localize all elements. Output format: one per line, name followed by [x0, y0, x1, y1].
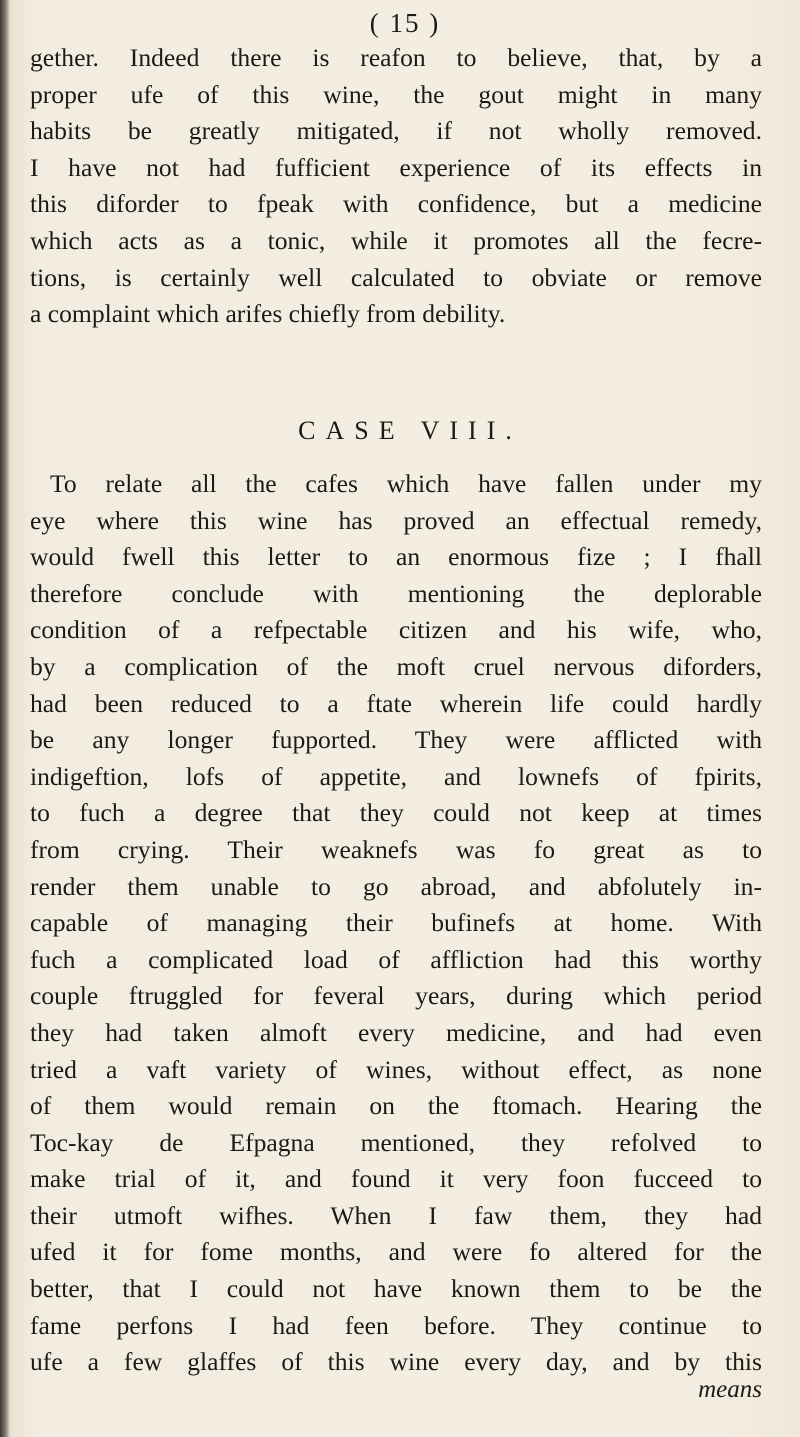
text-line: be any longer fupported. They were afflicted with	[30, 725, 762, 755]
text-line: Toc-kay de Efpagna mentioned, they refolved to	[30, 1127, 762, 1157]
catchword: means	[698, 1376, 762, 1403]
section-heading: CASE VIII.	[298, 416, 522, 445]
text-line: indigeftion, lofs of appetite, and lownefs of fpirits,	[30, 761, 762, 791]
text-line: habits be greatly mitigated, if not wholly removed.	[30, 116, 762, 146]
text-line: tried a vaft variety of wines, without effect, as none	[30, 1054, 762, 1084]
text-line: gether. Indeed there is reafon to believe, that, by a	[30, 43, 762, 72]
text-line: I have not had fufficient experience of its effects in	[30, 152, 762, 182]
text-line: fame perfons I had feen before. They continue to	[30, 1310, 762, 1340]
text-line: ufe a few glaffes of this wine every day, and by this	[30, 1347, 762, 1377]
binding-gutter	[0, 0, 10, 1437]
text-line: from crying. Their weaknefs was fo great as to	[30, 834, 762, 864]
text-line: would fwell this letter to an enormous fize ; I fhall	[30, 542, 762, 572]
text-line: better, that I could not have known them to be the	[30, 1274, 762, 1304]
text-line: therefore conclude with mentioning the deplorable	[30, 578, 762, 608]
text-line: To relate all the cafes which have fallen under my	[50, 469, 762, 498]
text-line: eye where this wine has proved an effectual remedy,	[30, 505, 762, 535]
text-line: proper ufe of this wine, the gout might in many	[30, 79, 762, 109]
text-line: a complaint which arifes chiefly from debility.	[30, 299, 506, 329]
text-line: they had taken almoft every medicine, and had even	[30, 1017, 762, 1047]
text-line: fuch a complicated load of affliction had this worthy	[30, 944, 762, 974]
text-line: of them would remain on the ftomach. Hearing the	[30, 1091, 762, 1121]
text-line: had been reduced to a ftate wherein life could hardly	[30, 688, 762, 718]
paragraph-case-eight	[30, 466, 762, 1381]
text-line: ufed it for fome months, and were fo altered for the	[30, 1237, 762, 1267]
page-number: ( 15 )	[369, 8, 441, 38]
text-line: to fuch a degree that they could not keep at times	[30, 798, 762, 828]
text-line: condition of a refpectable citizen and his wife, who,	[30, 615, 762, 645]
text-line: their utmoft wifhes. When I faw them, they had	[30, 1200, 762, 1230]
text-line: render them unable to go abroad, and abfolutely in-	[30, 871, 762, 901]
text-line: make trial of it, and found it very foon fucceed to	[30, 1164, 762, 1194]
text-line: capable of managing their bufinefs at home. With	[30, 908, 762, 938]
text-line: couple ftruggled for feveral years, during which period	[30, 981, 762, 1011]
paragraph-opening	[30, 40, 762, 333]
text-line: this diforder to fpeak with confidence, but a medicine	[30, 189, 762, 219]
text-line: tions, is certainly well calculated to obviate or remove	[30, 262, 762, 292]
text-line: which acts as a tonic, while it promotes all the fecre-	[30, 225, 762, 255]
text-line: by a complication of the moft cruel nervous diforders,	[30, 651, 762, 681]
